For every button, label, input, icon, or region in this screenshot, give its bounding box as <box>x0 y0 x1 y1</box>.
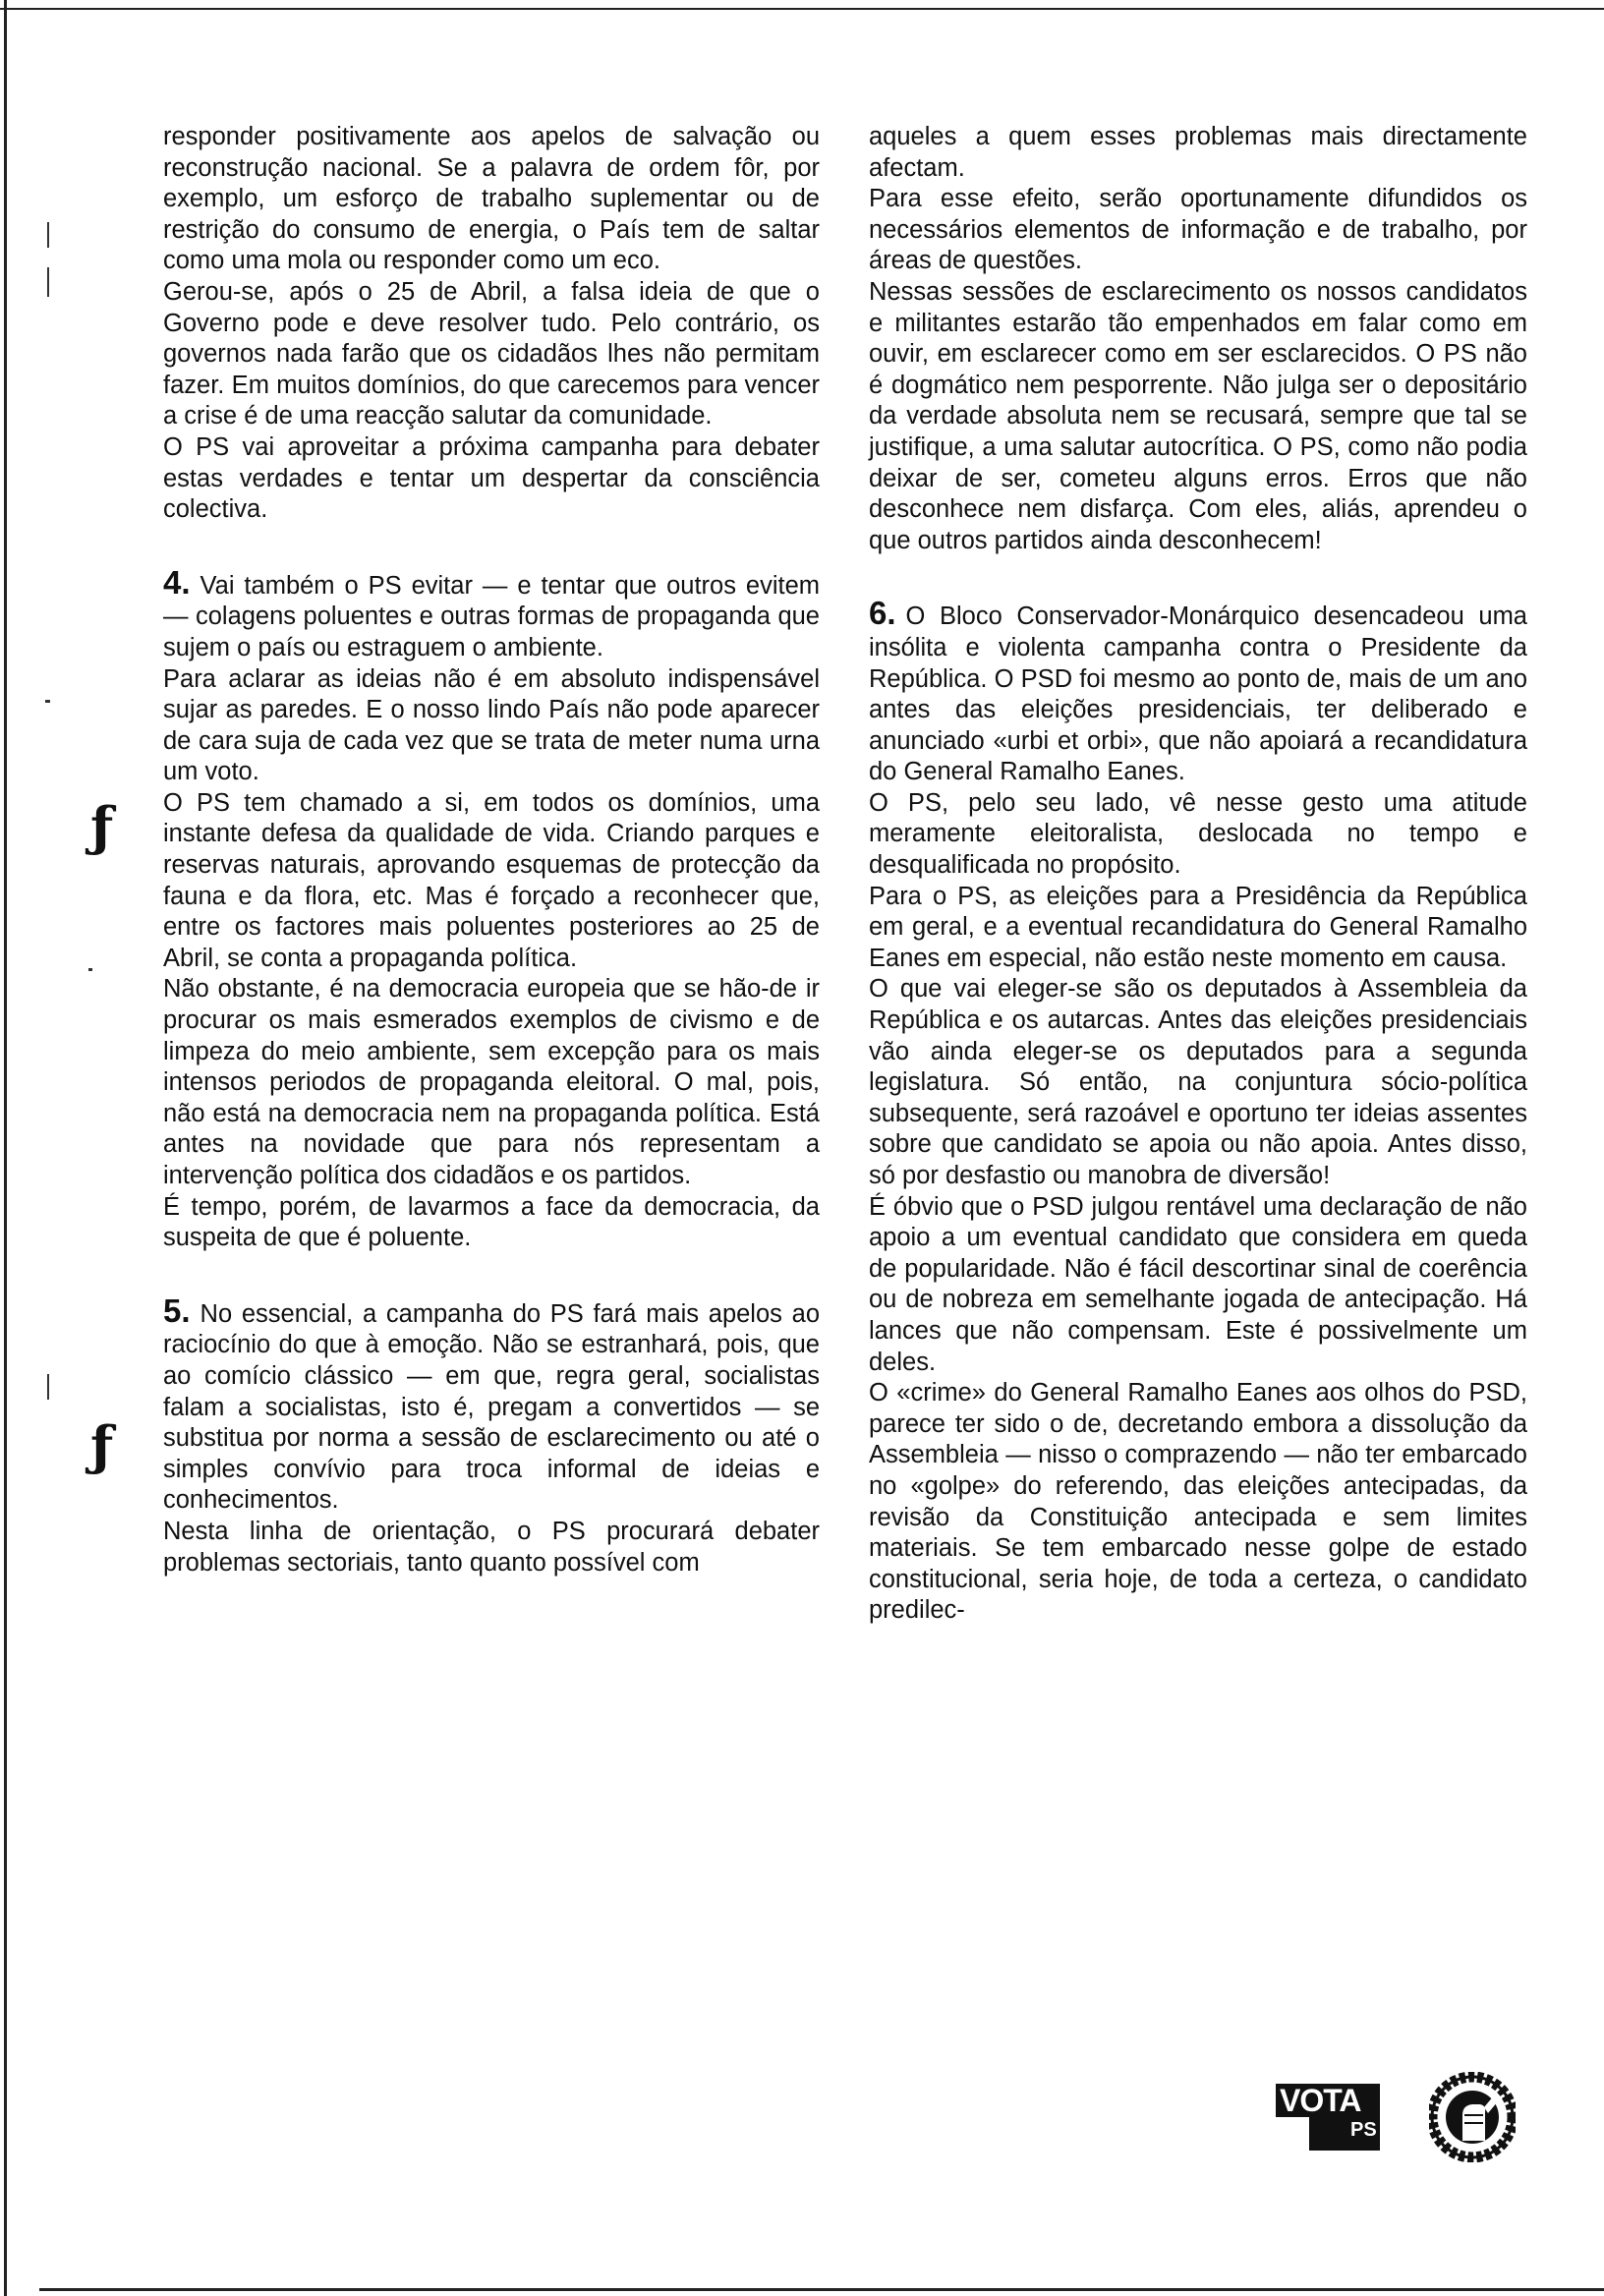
paragraph: responder positivamente aos apelos de salvação ou reconstrução nacional. Se a palavra de ordem fôr, por exemplo, um esforço de trabalho suplementar ou de restrição do consumo de energia, o País tem de saltar como uma mola ou responder como um eco. <box>163 123 820 275</box>
margin-mark: ƒ <box>90 1414 114 1477</box>
paragraph: É óbvio que o PSD julgou rentável uma declaração de não apoio a um eventual candidato que considera em queda de popularidade. Não é fácil descortinar sinal de coerência ou de nobreza em semelhante jogada de antecipação. Há lances que não compensam. Este é possivelmente um deles. <box>869 1192 1527 1376</box>
margin-tick <box>47 1374 49 1400</box>
page-left-rule <box>4 0 7 2296</box>
partido-socialista-seal <box>1429 2072 1516 2162</box>
paragraph: Não obstante, é na democracia europeia que se hão-de ir procurar os mais esmerados exemplos de civismo e de limpeza do meio ambiente, sem excepção para os mais intensos periodos de propaganda eleitoral. O mal, pois, não está na democracia nem na propaganda política. Está antes na novidade que para nós representam a intervenção política dos cidadãos e os partidos. <box>163 975 820 1189</box>
page-top-rule <box>0 8 1604 10</box>
ps-logo-text: PS <box>1350 2119 1377 2141</box>
paragraph: Para aclarar as ideias não é em absoluto indispensável sujar as paredes. E o nosso lindo País não pode aparecer de cara suja de cada vez que se trata de meter numa urna um voto. <box>163 664 820 786</box>
paragraph-text: No essencial, a campanha do PS fará mais apelos ao raciocínio do que à emoção. Não se estranhará, pois, que ao comício clássico — em que, regra geral, socialistas falam a socialistas, isto é, pregam a convertidos — se substitua por norma a sessão de esclarecimento ou até o simples convívio para troca informal de ideias e conhecimentos. <box>163 1299 820 1515</box>
paragraph-text: O Bloco Conservador-Monárquico desencadeou uma insólita e violenta campanha contra o Presidente da República. O PSD foi mesmo ao ponto de, mais de um ano antes das eleições presidenciais, ter deliberado e anunciado «urbi et orbi», que não apoiará a recandidatura do General Ramalho Eanes. <box>869 603 1527 786</box>
paragraph: Para o PS, as eleições para a Presidência da República em geral, e a eventual recandidatura do General Ramalho Eanes em especial, não estão neste momento em causa. <box>869 882 1527 972</box>
paragraph: O que vai eleger-se são os deputados à Assembleia da República e os autarcas. Antes das eleições presidenciais vão ainda eleger-se os deputados para a segunda legislatura. Só então, na conjuntura sócio-política subsequente, será razoável e oportuno ter ideias assentes sobre que candidato se apoia ou não apoia. Antes disso, só por desfastio ou manobra de diversão! <box>869 975 1527 1189</box>
paragraph-text: Vai também o PS evitar — e tentar que outros evitem — colagens poluentes e outras formas de propaganda que sujem o país ou estraguem o ambiente. <box>163 571 820 661</box>
paragraph: aqueles a quem esses problemas mais directamente afectam. <box>869 123 1527 182</box>
margin-tick <box>47 267 49 297</box>
paragraph: O PS tem chamado a si, em todos os domínios, uma instante defesa da qualidade de vida. Criando parques e reservas naturais, aprovando esquemas de protecção da fauna e da flora, etc. Mas é forçado a reconhecer que, entre os factores mais poluentes posteriores ao 25 de Abril, se conta a propaganda política. <box>163 788 820 972</box>
margin-tick <box>45 700 50 703</box>
left-column <box>163 122 820 1578</box>
section-number: 6. <box>869 595 896 632</box>
section-6-intro <box>869 595 1527 788</box>
margin-tick <box>88 968 92 971</box>
margin-mark: ƒ <box>90 795 114 858</box>
paragraph: O «crime» do General Ramalho Eanes aos olhos do PSD, parece ter sido o de, decretando embora a dissolução da Assembleia — nisso o comprazendo — não ter embarcado no «golpe» do referendo, das eleições antecipadas, da revisão da Constituição antecipada e sem limites materiais. Se tem embarcado nesse golpe de estado constitucional, seria hoje, de toda a certeza, o candidato predilec- <box>869 1379 1527 1625</box>
page-bottom-rule <box>39 2288 1604 2291</box>
vota-logo-text: VOTA <box>1280 2083 1361 2118</box>
paragraph: Nesta linha de orientação, o PS procurará debater problemas sectoriais, tanto quanto possível com <box>163 1517 820 1577</box>
paragraph: É tempo, porém, de lavarmos a face da democracia, da suspeita de que é poluente. <box>163 1192 820 1252</box>
paragraph: O PS, pelo seu lado, vê nesse gesto uma atitude meramente eleitoralista, deslocada no tempo e desqualificada no propósito. <box>869 788 1527 880</box>
right-column <box>869 122 1527 1627</box>
section-number: 4. <box>163 563 191 601</box>
section-5-intro <box>163 1292 820 1517</box>
paragraph: Nessas sessões de esclarecimento os nossos candidatos e militantes estarão tão empenhados em falar como em ouvir, em esclarecer como em ser esclarecidos. O PS não é dogmático nem pesporrente. Não julga ser o depositário da verdade absoluta nem se recusará, sempre que tal se justifique, a uma salutar autocrítica. O PS, como não podia deixar de ser, cometeu alguns erros. Erros que não desconhece nem disfarça. Com eles, aliás, aprendeu o que outros partidos ainda desconhecem! <box>869 277 1527 554</box>
margin-tick <box>47 222 49 248</box>
section-4-intro <box>163 563 820 664</box>
section-number: 5. <box>163 1292 191 1329</box>
paragraph: O PS vai aproveitar a próxima campanha para debater estas verdades e tentar um despertar da consciência colectiva. <box>163 432 820 524</box>
vota-ps-logo <box>1276 2072 1380 2151</box>
paragraph: Gerou-se, após o 25 de Abril, a falsa ideia de que o Governo pode e deve resolver tudo. Pelo contrário, os governos nada farão que os cidadãos lhes não permitam fazer. Em muitos domínios, do que carecemos para vencer a crise é de uma reacção salutar da comunidade. <box>163 277 820 430</box>
paragraph: Para esse efeito, serão oportunamente difundidos os necessários elementos de informação e de trabalho, por áreas de questões. <box>869 185 1527 275</box>
